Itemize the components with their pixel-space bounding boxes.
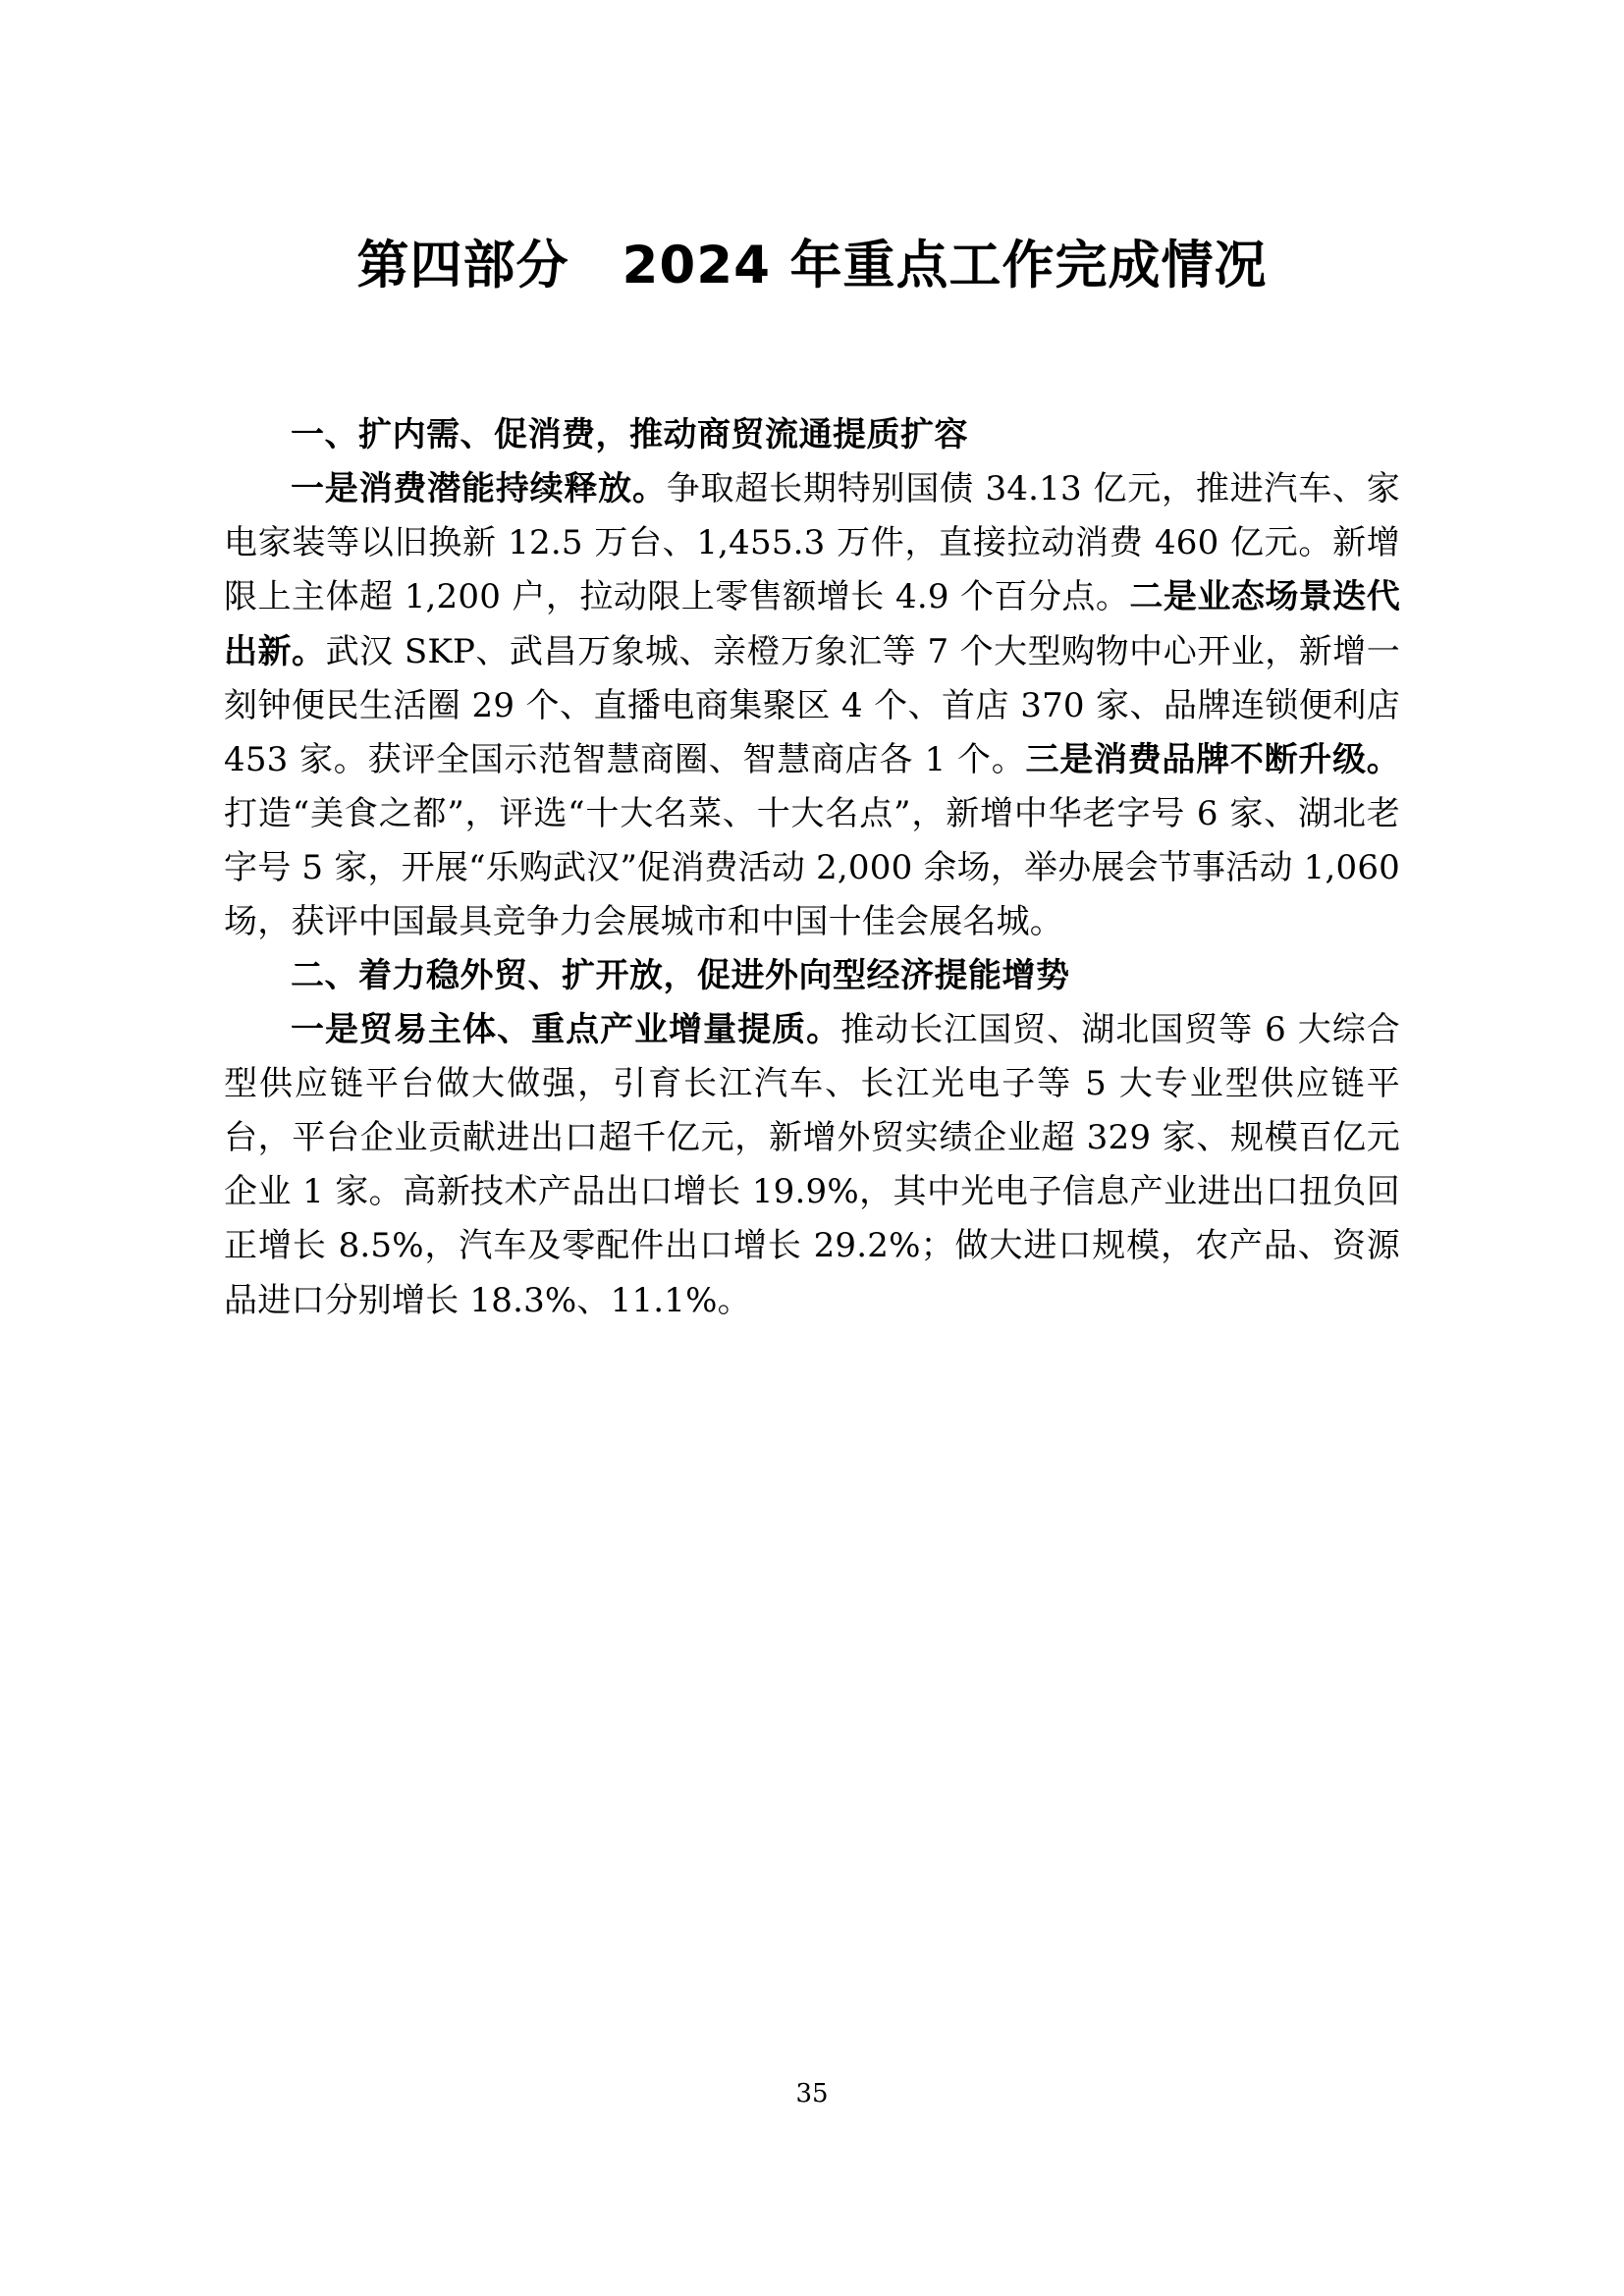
paragraph-1 <box>224 462 1400 949</box>
paragraph-1-body-2: 武汉 SKP、武昌万象城、亲橙万象汇等 7 个大型购物中心开业，新增一刻钟便民生活圈 29 个、直播电商集聚区 4 个、首店 370 家、品牌连锁便利店 453 家。获评全国示范智慧商圈、智慧商店各 1 个。 <box>224 631 1400 779</box>
page-number: 35 <box>795 2079 829 2109</box>
paragraph-1-body-1: 争取超长期特别国债 34.13 亿元，推进汽车、家电家装等以旧换新 12.5 万台、1,455.3 万件，直接拉动消费 460 亿元。新增限上主体超 1,200 户，拉动限上零售额增长 4.9 个百分点。 <box>224 469 1400 617</box>
paragraph-1-lead-2: 二是业态场景迭代出新。 <box>224 577 1400 671</box>
title-spacer <box>224 298 1400 408</box>
page-content <box>224 234 1400 1328</box>
paragraph-1-lead-1: 一是消费潜能持续释放。 <box>291 469 667 509</box>
section-heading-2: 二、着力稳外贸、扩开放，促进外向型经济提能增势 <box>291 956 1070 996</box>
paragraph-1-lead-3: 三是消费品牌不断升级。 <box>1025 739 1400 779</box>
section-heading-1: 一、扩内需、促消费，推动商贸流通提质扩容 <box>291 415 968 455</box>
paragraph-2 <box>224 1003 1400 1327</box>
paragraph-1-body-3: 打造“美食之都”，评选“十大名菜、十大名点”，新增中华老字号 6 家、湖北老字号 5 家，开展“乐购武汉”促消费活动 2,000 余场，举办展会节事活动 1,060 场，获评中国最具竞争力会展城市和中国十佳会展名城。 <box>224 793 1400 941</box>
paragraph-2-lead-1: 一是贸易主体、重点产业增量提质。 <box>291 1010 841 1050</box>
paragraph-2-body-1: 推动长江国贸、湖北国贸等 6 大综合型供应链平台做大做强，引育长江汽车、长江光电子等 5 大专业型供应链平台，平台企业贡献进出口超千亿元，新增外贸实绩企业超 329 家、规模百亿元企业 1 家。高新技术产品出口增长 19.9%，其中光电子信息产业进出口扭负回正增长 8.5%，汽车及零配件出口增长 29.2%；做大进口规模，农产品、资源品进口分别增长 18.3%、11.1%。 <box>224 1010 1400 1320</box>
page-title: 第四部分 2024 年重点工作完成情况 <box>356 236 1268 295</box>
